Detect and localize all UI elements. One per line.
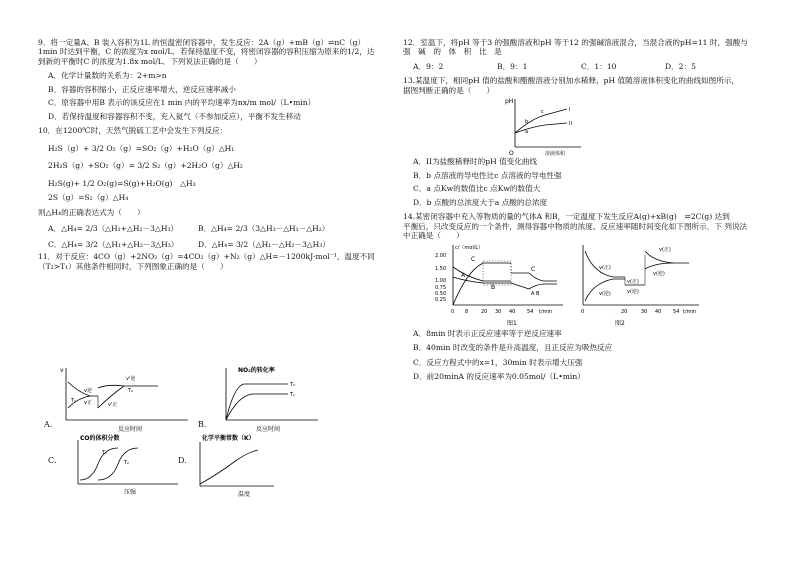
q14-f1-label-4: A B	[531, 290, 540, 297]
q13-option-c: C．a 点Kw的数值比c 点Kw的数值大	[413, 184, 541, 194]
q14-f2-label-4: v(逆)	[653, 270, 665, 277]
q10-intro: 10．在1200℃时，天然气脱硫工艺中会发生下列反应：	[38, 126, 228, 136]
q14-f2-label-5: v(逆)	[627, 288, 639, 295]
q11-figure-d	[178, 434, 338, 498]
q14-f1-ytick-5: 0.25	[435, 296, 447, 303]
q11-c-title: CO的体积分数	[80, 435, 120, 442]
q10-option-a: A．△H₄= 2/3（△H₁+△H₂－3△H₃）	[48, 224, 179, 234]
q14-f2-xtick-4: 54	[673, 308, 680, 315]
question-11	[38, 252, 388, 271]
q13-ylabel: pH	[505, 98, 514, 106]
q14-f1-label-2: B	[491, 283, 496, 291]
q11-figure-c	[38, 434, 198, 498]
q14-f1-xtick-0: 0	[451, 308, 455, 315]
q9-line-1: 9．将一定量A、B 装入容积为1L 的恒温密闭容器中，发生反应：2A（g）+mB（g）⇌nC（g）	[38, 38, 366, 47]
q9-option-a: A．化学计量数的关系为：2+m>n	[48, 71, 167, 81]
q13-origin: O	[509, 150, 514, 158]
q11-a-xlabel: 反应时间	[118, 426, 143, 433]
q14-f2-label-3: v(正)	[659, 246, 671, 253]
question-10	[38, 126, 388, 249]
q14-f1-ytick-2: 1.00	[435, 277, 447, 284]
question-14	[403, 212, 755, 381]
q12-option-d: D．2：5	[665, 61, 696, 71]
q14-f1-ytick-3: 0.75	[435, 284, 447, 291]
q9-line-3: 到新的平衡时C 的浓度为1.8x mol/L．下列说法正确的是（ ）	[38, 56, 262, 66]
q14-f1-xtick-3: 30	[495, 308, 502, 315]
q13-label-ii: II	[569, 121, 572, 128]
q11-b-xlabel: 反应时间	[256, 426, 281, 433]
q11-a-label-0: v逆	[84, 388, 92, 394]
q14-f2-caption: 图2	[615, 319, 625, 327]
q10-option-d: D．△H₄= 3/2（△H₁－△H₂－3△H₃）	[198, 239, 330, 249]
q11-line-1: 11．对于反应：4CO（g）+2NO₂（g）=4CO₂（g）+N₂（g）△H=－1200kJ·mol⁻¹，温度不同	[38, 252, 375, 262]
q11-a-label-3: v'逆	[126, 376, 136, 382]
q14-f1-ylabel: c/（mol/L）	[455, 244, 484, 251]
q11-figure-b	[198, 364, 378, 434]
question-9	[38, 38, 388, 121]
q13-label-c: c	[541, 109, 544, 116]
q12-options	[413, 62, 755, 71]
q13-figure	[403, 95, 755, 157]
q14-f1-label-3: C	[531, 265, 536, 273]
q12-line-1: 12．室温下，将pH 等于3 的强酸溶液和pH 等于12 的强碱溶液混合，当混合液的pH=11 时，强酸与	[403, 38, 748, 47]
right-column	[403, 38, 755, 382]
q14-figures	[403, 241, 755, 329]
q14-f2-label-0: v(正)	[599, 264, 611, 271]
q14-f2-xtick-0: 0	[581, 308, 585, 315]
question-13	[403, 76, 755, 207]
q11-a-graph	[38, 364, 198, 434]
q14-f2-xtick-2: 30	[641, 308, 648, 315]
q13-xlabel: 溶液体积	[545, 151, 566, 158]
q11-c-letter: C．	[48, 456, 63, 465]
q11-b-title: NO₂的转化率	[238, 367, 275, 374]
q14-f1-xtick-1: 8	[465, 308, 469, 315]
q14-f2-xtick-1: 20	[621, 308, 628, 315]
q13-option-a: A．II为盐酸稀释时的pH 值变化曲线	[413, 157, 538, 167]
q11-c-graph	[38, 434, 198, 498]
q14-f1-label-0: C	[471, 255, 476, 263]
q11-b-label-0: T₂	[290, 382, 296, 388]
q14-f2-label-1: v(逆)	[599, 290, 611, 297]
q10-options-cd	[48, 240, 388, 249]
q14-figure-2	[573, 241, 713, 329]
q14-option-c: C．反应方程式中的x=1，30min 时表示增大压强	[413, 357, 583, 367]
q14-f1-xtick-5: 54	[527, 308, 534, 315]
q13-line-1: 13.某温度下，相同pH 值的盐酸和醋酸溶液分别加水稀释，pH 值随溶液体积变化的曲线如图所示，	[403, 76, 740, 86]
q13-line-2: 据图判断正确的是（ ）	[403, 85, 495, 95]
q12-option-a: A．9：2	[413, 61, 444, 71]
q10-eq1: H₂S（g）+ 3/2 O₂（g）=SO₂（g）+H₂O（g）△H₁	[48, 143, 235, 153]
q12-option-c: C．1：10	[581, 61, 617, 71]
q9-option-d: D．若保持温度和容器容积不变，充入氦气（不参加反应），平衡不发生移动	[48, 111, 301, 121]
q11-b-letter: B．	[198, 420, 212, 429]
q14-option-a: A．8min 时表示正反应速率等于逆反应速率	[413, 328, 562, 338]
q14-f1-ytick-0: 2.00	[435, 252, 447, 259]
q14-line-3: 中正确是（ ）	[403, 231, 464, 241]
q13-graph	[501, 95, 601, 157]
q10-options-ab	[48, 224, 388, 233]
q13-option-d: D．b 点酸的总浓度大于a 点酸的总浓度	[413, 197, 548, 207]
q10-option-c: C．△H₄= 3/2（△H₁+△H₂－3△H₃）	[48, 239, 179, 249]
q13-label-b: b	[525, 119, 529, 126]
q11-figure-a	[38, 364, 198, 434]
q14-f2-xtick-3: 40	[655, 308, 662, 315]
q14-line-2: 平衡后，只改变反应的一个条件，测得容器中物质的浓度、反应速率随时间变化如下图所示．下 列说法	[403, 221, 748, 231]
q10-ask: 则△H₄的正确表达式为（ ）	[38, 207, 145, 217]
q14-f1-ytick-4: 0.50	[435, 290, 447, 297]
q11-b-label-1: T₁	[290, 392, 296, 398]
q11-d-xlabel: 温度	[238, 491, 251, 498]
q9-option-c: C．原容器中用B 表示的该反应在1 min 内的平均速率为nx/m mol/（L•min）	[48, 98, 316, 108]
q14-f1-label-1: A	[461, 271, 466, 279]
q14-option-d: D．前20minA 的反应速率为0.05mol/（L•min）	[413, 372, 585, 382]
q11-a-label-1: v正	[84, 400, 92, 406]
q11-a-label-5: T₂	[128, 388, 134, 394]
q9-line-2: 1min 时达到平衡，C 的浓度为x mol/L．若保持温度不变，将密闭容器的容积压缩为原来的1/2，达	[38, 47, 375, 57]
q11-b-graph	[198, 364, 378, 434]
q14-f2-xlabel: t/min	[683, 308, 697, 315]
q10-eq2: 2H₂S（g）+SO₂（g）= 3/2 S₂（g）+2H₂O（g）△H₂	[48, 161, 243, 171]
q14-f2-label-2: v(正)	[627, 278, 639, 285]
q12-option-b: B．9：1	[497, 61, 528, 71]
q11-d-graph	[178, 434, 338, 498]
svg-text:v: v	[60, 367, 64, 374]
q14-option-b: B．40min 时改变的条件是升高温度，且正反应为吸热反应	[413, 343, 613, 353]
q9-option-b: B．容器的容积缩小，正反应速率增大，逆反应速率减小	[48, 84, 236, 94]
q14-f1-xtick-4: 40	[509, 308, 516, 315]
q11-line-2: （T₂>T₁）其他条件相同时，下列图象正确的是（ ）	[38, 261, 228, 271]
q13-option-b: B．b 点溶液的导电性比c 点溶液的导电性强	[413, 170, 562, 180]
q14-line-1: 14.某密闭容器中充入等物质的量的气体A 和B，一定温度下发生反应A(g)+xB(g) ⇌2C(g) 达到	[403, 212, 730, 222]
q11-d-letter: D．	[178, 456, 193, 465]
q14-figure-1	[431, 241, 571, 329]
left-column	[38, 38, 388, 271]
q12-line-2: 强 碱 的 体 积 比 是	[403, 47, 502, 57]
q11-a-label-2: T₁	[71, 398, 77, 404]
q14-f1-ytick-1: 1.50	[435, 265, 447, 272]
q10-option-b: B．△H₄= 2/3（3△H₃－△H₁－△H₂）	[198, 224, 330, 234]
q11-a-letter: A．	[44, 420, 58, 429]
q13-label-i: I	[569, 107, 571, 114]
q11-c-xlabel: 压强	[124, 489, 137, 496]
q10-eq4: 2S（g）=S₂（g）△H₄	[48, 193, 129, 203]
q13-label-a: a	[525, 129, 529, 136]
q11-c-label-0: T₁	[102, 450, 108, 456]
q14-f1-caption: 图1	[507, 319, 517, 327]
q14-f1-xlabel: t/min	[539, 308, 553, 315]
q10-eq3: H₂S(g)+ 1/2 O₂(g)=S(g)+H₂O(g) △H₃	[48, 178, 196, 188]
q11-d-title: 化学平衡常数（K）	[202, 435, 255, 442]
question-12	[403, 38, 755, 71]
q11-c-label-1: T₂	[124, 460, 130, 466]
q11-a-label-4: v'正	[108, 402, 118, 408]
q14-f1-xtick-2: 20	[481, 308, 488, 315]
